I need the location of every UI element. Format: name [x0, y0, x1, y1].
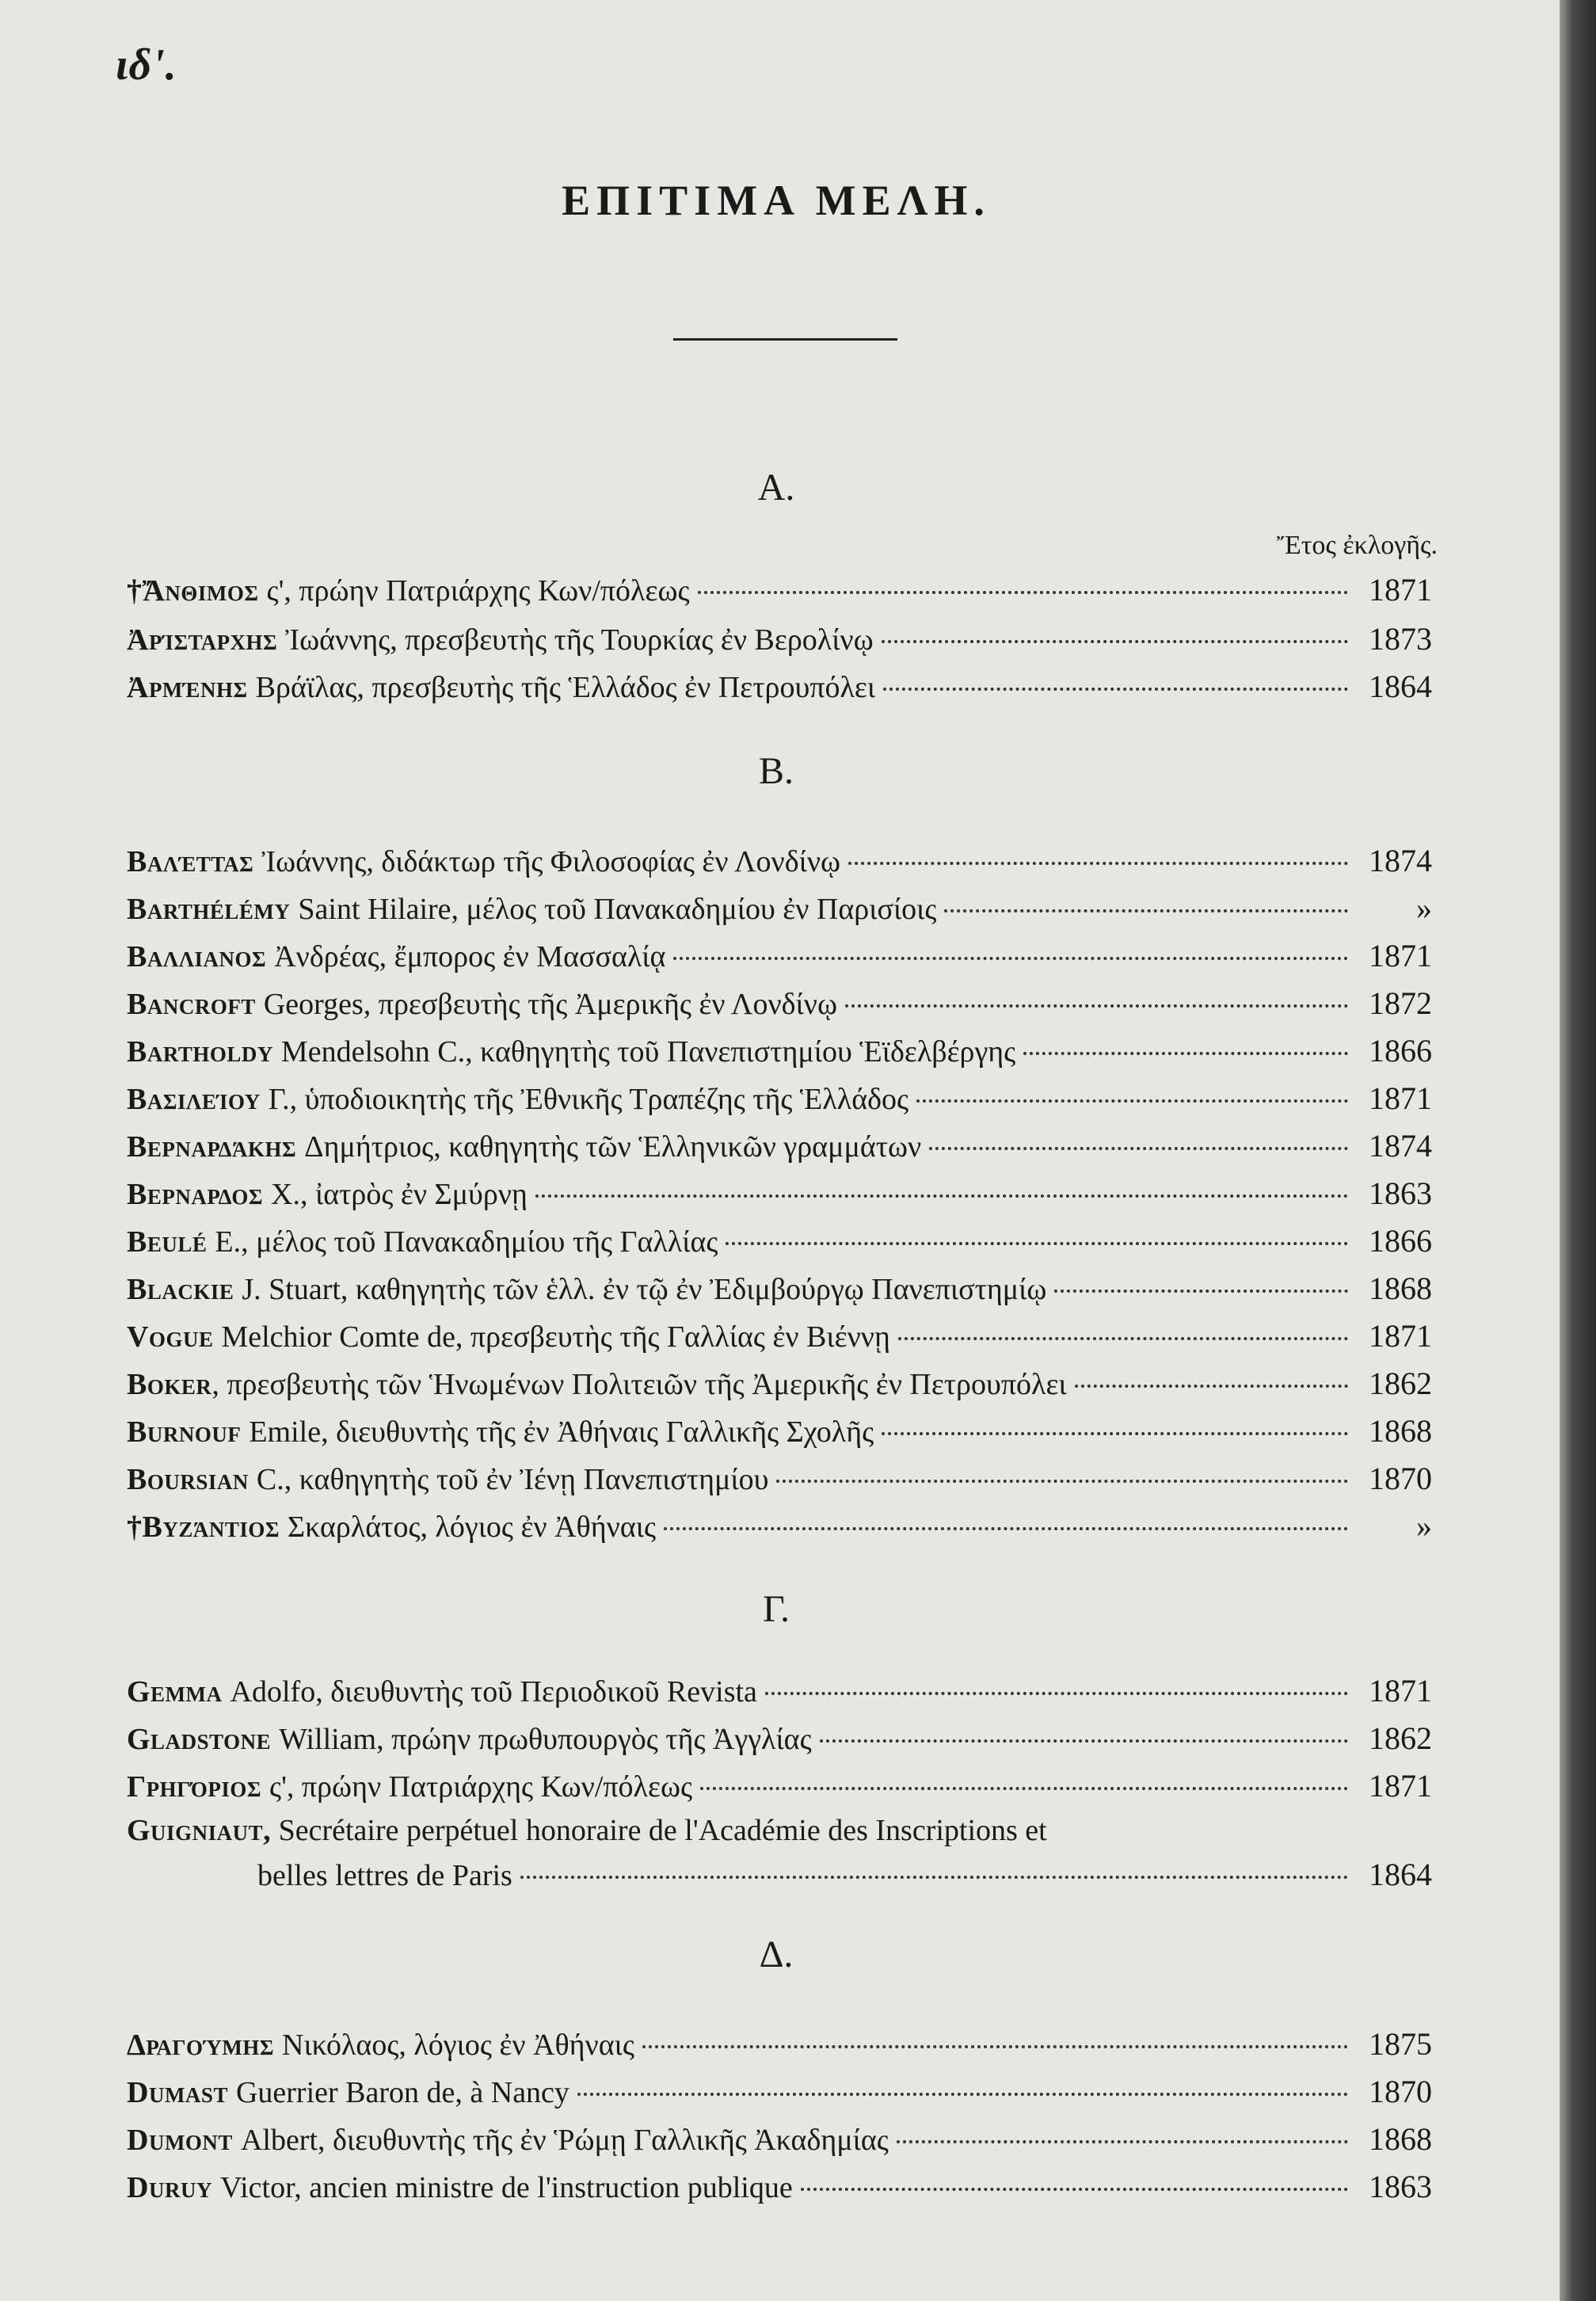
- member-entry: [127, 669, 1432, 706]
- page-number: ιδ'.: [116, 40, 177, 90]
- election-year: 1871: [1369, 1673, 1432, 1709]
- member-name: †Βυζάντιος: [127, 1511, 280, 1544]
- member-name: †Ἄνθιμος: [127, 574, 259, 608]
- election-year: 1870: [1369, 2074, 1432, 2109]
- member-entry: [127, 1673, 1432, 1710]
- election-year: 1864: [1369, 669, 1432, 704]
- member-name: Gladstone: [127, 1723, 272, 1756]
- dot-leader: [929, 1147, 1348, 1150]
- member-entry: [127, 1271, 1432, 1308]
- dot-leader: [848, 862, 1348, 865]
- member-entry: [127, 1080, 1432, 1118]
- member-description: Saint Hilaire, μέλος τοῦ Πανακαδημίου ἐν Παρισίοις: [298, 893, 937, 926]
- member-entry: [127, 621, 1432, 658]
- election-year: 1866: [1369, 1033, 1432, 1069]
- member-entry: [127, 1033, 1432, 1070]
- member-entry: [127, 1768, 1432, 1805]
- election-year: 1871: [1369, 1080, 1432, 1116]
- member-name: Duruy: [127, 2171, 212, 2204]
- section-heading-gamma: Γ.: [763, 1588, 790, 1630]
- member-description: , πρεσβευτὴς τῶν Ἡνωμένων Πολιτειῶν τῆς Ἀμερικῆς ἐν Πετρουπόλει: [211, 1368, 1067, 1401]
- member-description: Ἀνδρέας, ἔμπορος ἐν Μασσαλίᾳ: [274, 940, 666, 973]
- election-year: 1862: [1369, 1720, 1432, 1756]
- election-year: »: [1416, 1508, 1432, 1544]
- dot-leader: [916, 1099, 1348, 1103]
- member-description: ς', πρώην Πατριάρχης Κων/πόλεως: [266, 574, 690, 608]
- member-name: Beulé: [127, 1225, 208, 1259]
- member-name: Barthélémy: [127, 893, 291, 926]
- member-description: E., μέλος τοῦ Πανακαδημίου τῆς Γαλλίας: [215, 1225, 718, 1259]
- election-year: 1872: [1369, 985, 1432, 1021]
- member-entry: [127, 985, 1432, 1023]
- section-heading-delta: Δ.: [759, 1933, 794, 1975]
- page-title: ΕΠΙΤΙΜΑ ΜΕΛΗ.: [562, 177, 991, 224]
- member-name: Βερναρδάκης: [127, 1130, 297, 1164]
- member-name: Dumont: [127, 2124, 233, 2157]
- election-year: 1863: [1369, 1175, 1432, 1211]
- member-description: ς', πρώην Πατριάρχης Κων/πόλεως: [269, 1770, 693, 1804]
- member-description: Georges, πρεσβευτὴς τῆς Ἀμερικῆς ἐν Λονδίνῳ: [263, 988, 837, 1021]
- member-name: Burnouf: [127, 1415, 242, 1449]
- member-name: Guigniaut,: [127, 1814, 272, 1847]
- member-entry: [127, 2026, 1432, 2063]
- dot-leader: [698, 591, 1348, 594]
- member-description: Χ., ἰατρὸς ἐν Σμύρνῃ: [271, 1178, 528, 1211]
- member-description: Emile, διευθυντὴς τῆς ἐν Ἀθήναις Γαλλικῆς Σχολῆς: [249, 1415, 874, 1449]
- member-name: Gemma: [127, 1675, 223, 1709]
- member-description: C., καθηγητὴς τοῦ ἐν Ἰένῃ Πανεπιστημίου: [256, 1463, 769, 1496]
- member-entry-second-line: [127, 1857, 1432, 1894]
- election-year: 1871: [1369, 1318, 1432, 1354]
- member-entry: [127, 938, 1432, 975]
- election-year: 1863: [1369, 2169, 1432, 2204]
- member-entry: [127, 1128, 1432, 1165]
- member-entry: [127, 1413, 1432, 1450]
- member-entry: [127, 1366, 1432, 1403]
- election-year: 1868: [1369, 2121, 1432, 2157]
- member-description: Ἰωάννης, πρεσβευτὴς τῆς Τουρκίας ἐν Βερολίνῳ: [285, 623, 874, 657]
- member-description: Guerrier Baron de, à Nancy: [235, 2076, 569, 2109]
- election-year: 1870: [1369, 1461, 1432, 1496]
- election-year: 1868: [1369, 1413, 1432, 1449]
- dot-leader: [801, 2188, 1348, 2191]
- election-year: 1874: [1369, 1128, 1432, 1164]
- dot-leader: [642, 2045, 1348, 2048]
- member-name: Γρηγόριος: [127, 1770, 262, 1804]
- section-heading-beta: Β.: [758, 750, 794, 792]
- dot-leader: [897, 2140, 1348, 2143]
- member-name: Boursian: [127, 1463, 249, 1496]
- year-column-caption: Ἔτος ἐκλογῆς.: [1276, 531, 1438, 560]
- member-description: Νικόλαος, λόγιος ἐν Ἀθήναις: [282, 2029, 634, 2062]
- member-description: J. Stuart, καθηγητὴς τῶν ἑλλ. ἐν τῷ ἐν Ἐδιμβούργῳ Πανεπιστημίῳ: [242, 1273, 1047, 1306]
- member-entry-first-line: [127, 1814, 1432, 1849]
- dot-leader: [1075, 1385, 1348, 1388]
- dot-leader: [882, 640, 1348, 643]
- dot-leader: [726, 1242, 1348, 1245]
- member-description: Βράϊλας, πρεσβευτὴς τῆς Ἑλλάδος ἐν Πετρουπόλει: [255, 671, 876, 704]
- election-year: 1871: [1369, 938, 1432, 973]
- election-year: 1875: [1369, 2026, 1432, 2062]
- election-year: 1871: [1369, 572, 1432, 608]
- dot-leader: [944, 909, 1348, 912]
- member-name: Bartholdy: [127, 1035, 273, 1069]
- election-year: 1866: [1369, 1223, 1432, 1259]
- dot-leader: [577, 2093, 1348, 2096]
- member-name: Βαλέττας: [127, 845, 254, 878]
- member-entry: [127, 1175, 1432, 1213]
- election-year: 1871: [1369, 1768, 1432, 1804]
- member-description: Adolfo, διευθυντὴς τοῦ Περιοδικοῦ Revista: [230, 1675, 757, 1709]
- member-name: Vogue: [127, 1320, 214, 1354]
- dot-leader: [820, 1739, 1348, 1743]
- dot-leader: [898, 1337, 1348, 1340]
- member-description: Σκαρλάτος, λόγιος ἐν Ἀθήναις: [288, 1511, 656, 1544]
- dot-leader: [535, 1194, 1348, 1198]
- title-divider: [673, 338, 897, 341]
- election-year: 1868: [1369, 1271, 1432, 1306]
- dot-leader: [1023, 1052, 1348, 1055]
- member-description: Melchior Comte de, πρεσβευτὴς τῆς Γαλλίας ἐν Βιέννῃ: [221, 1320, 890, 1354]
- dot-leader: [664, 1527, 1348, 1530]
- dot-leader: [520, 1876, 1348, 1879]
- member-name: Boker: [127, 1368, 212, 1401]
- member-name: Βασιλείου: [127, 1083, 261, 1116]
- dot-leader: [700, 1787, 1348, 1790]
- election-year: 1873: [1369, 621, 1432, 657]
- member-entry: [127, 2169, 1432, 2206]
- election-year: 1864: [1369, 1856, 1432, 1892]
- dot-leader: [1054, 1290, 1348, 1293]
- member-entry: [127, 890, 1432, 928]
- page-binding-edge: [1560, 0, 1596, 2301]
- member-entry: [127, 843, 1432, 880]
- member-name: Βερναρδος: [127, 1178, 264, 1211]
- member-description: Γ., ὑποδιοικητὴς τῆς Ἐθνικῆς Τραπέζης τῆς Ἑλλάδος: [268, 1083, 909, 1116]
- dot-leader: [673, 957, 1348, 960]
- member-name: Ἀρίσταρχης: [127, 623, 278, 657]
- member-entry: [127, 572, 1432, 609]
- member-description: Albert, διευθυντὴς τῆς ἐν Ῥώμῃ Γαλλικῆς Ἀκαδημίας: [240, 2124, 889, 2157]
- election-year: »: [1416, 890, 1432, 926]
- member-name: Dumast: [127, 2076, 228, 2109]
- member-description-continued: belles lettres de Paris: [257, 1858, 512, 1892]
- member-description: Mendelsohn C., καθηγητὴς τοῦ Πανεπιστημίου Ἑϊδελβέργης: [280, 1035, 1016, 1069]
- dot-leader: [765, 1692, 1348, 1695]
- member-entry: [127, 1508, 1432, 1545]
- member-entry: [127, 1318, 1432, 1355]
- member-entry: [127, 1223, 1432, 1260]
- member-entry: [127, 2074, 1432, 2111]
- member-description: Secrétaire perpétuel honoraire de l'Académie des Inscriptions et: [278, 1814, 1047, 1847]
- member-entry: [127, 2121, 1432, 2158]
- section-heading-alpha: Α.: [757, 467, 795, 509]
- dot-leader: [845, 1004, 1348, 1008]
- member-entry: [127, 1720, 1432, 1758]
- member-description: Ἰωάννης, διδάκτωρ τῆς Φιλοσοφίας ἐν Λονδίνῳ: [261, 845, 841, 878]
- member-entry: [127, 1461, 1432, 1498]
- member-name: Δραγούμης: [127, 2029, 275, 2062]
- member-entry-wrapped: [127, 1814, 1432, 1893]
- dot-leader: [883, 688, 1348, 691]
- dot-leader: [776, 1480, 1348, 1483]
- member-name: Bancroft: [127, 988, 256, 1021]
- election-year: 1874: [1369, 843, 1432, 878]
- member-description: William, πρώην πρωθυπουργὸς τῆς Ἀγγλίας: [279, 1723, 812, 1756]
- election-year: 1862: [1369, 1366, 1432, 1401]
- member-description: Victor, ancien ministre de l'instruction publique: [219, 2171, 793, 2204]
- member-name: Ἀρμένης: [127, 671, 248, 704]
- member-description: Δημήτριος, καθηγητὴς τῶν Ἑλληνικῶν γραμμάτων: [304, 1130, 922, 1164]
- member-name: Βαλλιανος: [127, 940, 267, 973]
- dot-leader: [882, 1432, 1348, 1435]
- member-name: Blackie: [127, 1273, 234, 1306]
